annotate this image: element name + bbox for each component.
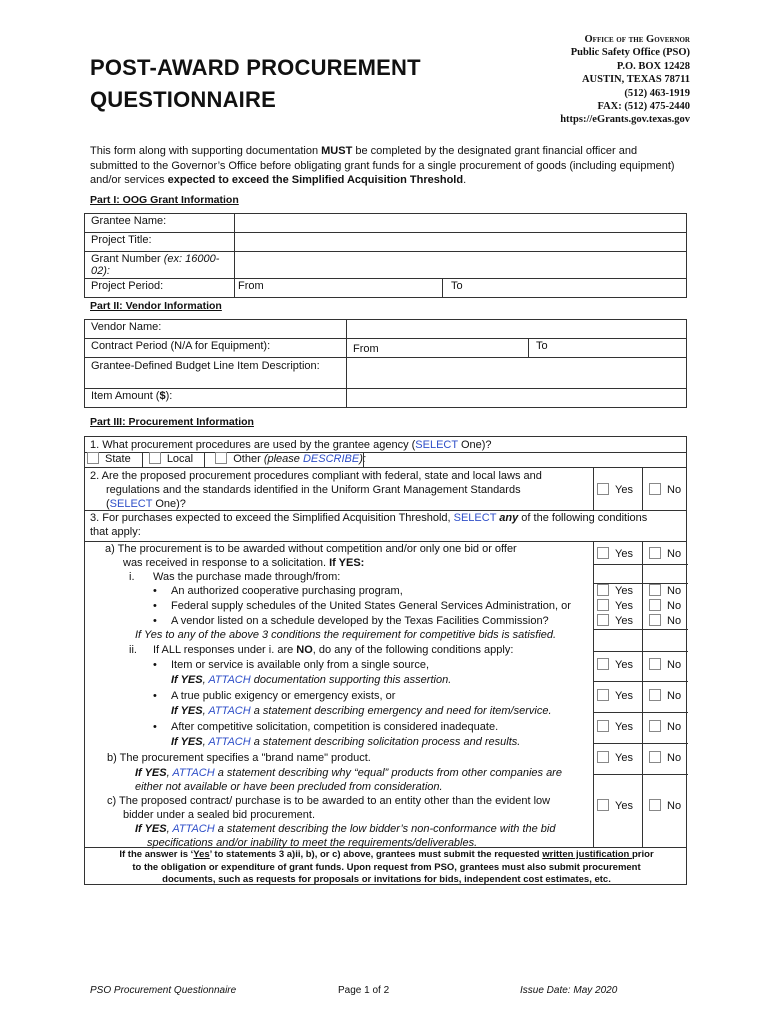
q3a-i-bullet3: • A vendor listed on a schedule developed by the Texas Facilities Commission? [153,615,549,627]
grantee-name-label: Grantee Name: [85,214,235,233]
bullet2-no-checkbox[interactable] [649,599,661,611]
local-checkbox[interactable] [149,452,161,464]
yes-label: Yes [615,659,633,671]
bullet1-text: An authorized cooperative purchasing program, [171,585,403,597]
no-label: No [667,585,682,597]
q3a-if-yes: If YES: [329,557,365,569]
yes-label: Yes [615,615,633,627]
office-pobox: P.O. BOX 12428 [616,60,690,72]
yes-label: Yes [615,752,633,764]
q1-text: 1. What procurement procedures are used by the grantee agency ( [90,439,416,451]
question-2 [90,469,542,511]
budget-line-field[interactable] [347,358,687,389]
c2-item: • A true public exigency or emergency exists, or [153,690,396,702]
bullet3-text: A vendor listed on a schedule developed by the Texas Facilities Commission? [171,615,549,627]
q3c-no-checkbox[interactable] [649,799,661,811]
intro-text-2: be completed by the designated grant financial officer and submitted to the Governor’s Office before obligating grant funds for a single procurement of goods (including equipment) and/or services [90,145,675,186]
q3c-yes-checkbox[interactable] [597,799,609,811]
q3-any: any [499,512,519,524]
c1-text: Item or service is available only from a single source, [171,659,429,671]
vendor-name-label: Vendor Name: [85,320,347,339]
bullet2-text: Federal supply schedules of the United States General Services Administration, or [171,600,571,612]
q3a-ii-text: If ALL responses under i. are [153,644,297,656]
state-label: State [105,453,131,465]
q3b-if-yes: If YES [135,767,167,779]
project-period-label: Project Period: [85,279,235,298]
q2-no-checkbox[interactable] [649,483,661,495]
no-label: No [667,600,682,612]
q3b-attach-text: a statement describing why “equal” products from other companies are [214,767,562,779]
other-label: Other [233,453,264,465]
q3a-i [129,570,340,584]
divider [593,743,688,744]
yes-label: Yes [615,585,633,597]
project-title-field[interactable] [235,233,687,252]
part1-table [84,213,687,298]
vendor-name-field[interactable] [347,320,687,339]
contract-period-from[interactable]: From [347,339,529,358]
q3b-comma: , [166,767,173,779]
form-title-line2: QUESTIONNAIRE [90,87,276,112]
grant-number-field[interactable] [235,252,687,279]
office-city: AUSTIN, TEXAS 78711 [581,74,690,86]
c2-text: A true public exigency or emergency exists, or [171,690,396,702]
bullet2-yes-checkbox[interactable] [597,599,609,611]
part2-table [84,319,687,408]
c1-yes-checkbox[interactable] [597,658,609,670]
q3a-i-bullet2: • Federal supply schedules of the United States General Services Administration, or [153,600,571,612]
c1-attach-text: documentation supporting this assertion. [250,674,452,686]
q3c-line1: c) The proposed contract/ purchase is to be awarded to an entity other than the evident low [107,795,551,807]
grantee-name-field[interactable] [235,214,687,233]
intro-threshold: expected to exceed the Simplified Acquisition Threshold [167,174,464,186]
q3a-ii [129,643,513,657]
q3b-attach-word: ATTACH [172,767,215,779]
divider [85,847,686,848]
q3a-ii-num: ii. [129,644,137,656]
note-line2: to the obligation or expenditure of grant funds. Upon request from PSO, grantees must also submit procurement [132,861,641,873]
no-label: No [667,752,682,764]
q3a-no-checkbox[interactable] [649,547,661,559]
contract-period-to[interactable]: To [529,339,687,358]
divider [142,452,143,467]
q3c-attach-word: ATTACH [172,823,215,835]
q3a-i-num: i. [129,571,135,583]
other-suffix: ): [359,453,366,465]
project-period-from[interactable]: From [235,279,443,298]
part3-box [84,436,687,885]
c2-yes-checkbox[interactable] [597,689,609,701]
q3c-comma: , [166,823,173,835]
divider [593,681,688,682]
part3-heading: Part III: Procurement Information [90,416,254,428]
q3b-attach [135,766,562,780]
q2-suffix: One)? [152,498,186,510]
q3b-text: b) The procurement specifies a "brand name" product. [107,752,371,764]
note-line3: documents, such as requests for proposals or invitations for bids, independent cost estimates, etc. [162,874,611,885]
grant-number-example: (ex: 16000-02): [91,253,220,277]
item-amount-label [85,389,347,408]
state-checkbox[interactable] [87,452,99,464]
justification-note [85,849,688,887]
q3c-attach [135,822,555,836]
no-label: No [667,615,682,627]
c3-no-checkbox[interactable] [649,720,661,732]
divider [593,651,688,652]
q3c-attach-line2: specifications and/or inability to meet the requirements/deliverables. [147,837,478,849]
yes-label: Yes [615,548,633,560]
local-label: Local [166,453,194,465]
question-3 [90,511,647,539]
q2-line2: regulations and the standards identified in the Uniform Grant Management Standards [106,484,521,496]
q2-line3 [90,497,542,511]
c2-if-yes: If YES [171,705,203,717]
contract-period-label: Contract Period (N/A for Equipment): [85,339,347,358]
note-text-1: If the answer is ‘ [119,849,194,860]
yes-label: Yes [615,800,633,812]
no-label: No [667,800,682,812]
note-text-2: ’ to statements 3 a)ii, b), or c) above, grantees must submit the requested [209,849,543,860]
yes-label: Yes [615,484,633,496]
office-address [560,33,690,127]
divider [593,629,688,630]
office-division: Public Safety Office (PSO) [570,47,690,59]
office-phone: (512) 463-1919 [624,87,690,99]
c3-text: After competitive solicitation, competition is considered inadequate. [171,721,499,733]
project-period-to[interactable]: To [443,279,687,298]
office-name: Office of the Governor [584,34,690,45]
q3a-ii-no: NO [296,644,313,656]
footer-form-name: PSO Procurement Questionnaire [90,985,237,996]
form-title-line1: POST-AWARD PROCUREMENT [90,55,421,80]
q3a-line2-text: was received in response to a solicitation. [123,557,330,569]
other-describe: DESCRIBE [302,453,360,465]
part1-heading: Part I: OOG Grant Information [90,194,239,206]
grant-number-label [85,252,235,279]
bullet3-yes-checkbox[interactable] [597,614,609,626]
c3-attach [171,735,520,749]
q3a-i-bullet1: • An authorized cooperative purchasing program, [153,585,403,597]
c1-if-yes: If YES [171,674,203,686]
no-label: No [667,484,682,496]
project-title-label: Project Title: [85,233,235,252]
q1-options [87,452,366,466]
intro-text-1: This form along with supporting documentation [90,145,322,157]
footer-page-number: Page 1 of 2 [338,985,390,996]
yes-label: Yes [615,721,633,733]
divider [593,564,688,565]
q1-select: SELECT [415,439,458,451]
office-fax: FAX: (512) 475-2440 [597,101,690,113]
c1-no-checkbox[interactable] [649,658,661,670]
q3b-attach-line2: either not available or have been precluded from consideration. [135,781,443,793]
note-line1 [85,849,688,862]
note-prior: prior [632,849,654,860]
q2-select: SELECT [109,498,153,510]
q3a-text [105,542,517,570]
q3a-i-note: If Yes to any of the above 3 conditions the requirement for competitive bids is satisfied. [135,629,557,641]
intro-must: MUST [321,145,353,157]
q3b-no-checkbox[interactable] [649,751,661,763]
q3c-if-yes: If YES [135,823,167,835]
q3-suffix: of the following conditions [518,512,648,524]
c3-attach-text: a statement describing solicitation process and results. [250,736,521,748]
c1-item: • Item or service is available only from a single source, [153,659,429,671]
divider [593,712,688,713]
part2-heading: Part II: Vendor Information [90,300,222,312]
budget-line-label: Grantee-Defined Budget Line Item Description: [85,358,347,389]
q3a-ii-suffix: , do any of the following conditions apply: [312,644,514,656]
yes-label: Yes [615,690,633,702]
q1-suffix: One)? [457,439,492,451]
q2-yes-checkbox[interactable] [597,483,609,495]
q2-line1: 2. Are the proposed procurement procedures compliant with federal, state and local laws and [90,470,542,482]
note-yes: Yes [193,849,210,860]
item-amount-field[interactable] [347,389,687,408]
question-1 [90,438,492,452]
divider [204,452,205,467]
q3-text: 3. For purchases expected to exceed the Simplified Acquisition Threshold, [90,512,454,524]
no-label: No [667,690,682,702]
other-checkbox[interactable] [215,452,227,464]
no-label: No [667,721,682,733]
q3a-yes-checkbox[interactable] [597,547,609,559]
item-amount-currency: $ [159,390,166,402]
no-label: No [667,548,682,560]
q3-line2: that apply: [90,526,141,538]
office-website[interactable]: https://eGrants.gov.texas.gov [560,114,690,126]
c2-attach [171,704,552,718]
c3-attach-word: ATTACH [208,736,251,748]
c2-comma: , [202,705,209,717]
q2-paren: ( [106,498,110,510]
footer-issue-date: Issue Date: May 2020 [520,985,618,996]
item-amount-text: Item Amount ( [91,390,160,402]
grant-number-text: Grant Number [91,253,164,265]
intro-period: . [463,174,467,186]
q3c-attach-text: a statement describing the low bidder’s non-conformance with the bid [214,823,556,835]
c2-attach-text: a statement describing emergency and need for item/service. [250,705,552,717]
divider [363,452,364,467]
c3-comma: , [202,736,209,748]
form-title [90,52,421,116]
c1-attach [171,673,451,687]
c1-attach-word: ATTACH [208,674,251,686]
bullet1-yes-checkbox[interactable] [597,584,609,596]
item-amount-suffix: ): [165,390,173,402]
divider [593,774,688,775]
bullet1-no-checkbox[interactable] [649,584,661,596]
c2-no-checkbox[interactable] [649,689,661,701]
c1-comma: , [202,674,209,686]
q3b-yes-checkbox[interactable] [597,751,609,763]
intro-paragraph [90,144,682,188]
q3a-line1: a) The procurement is to be awarded without competition and/or only one bid or offer [105,543,517,555]
c3-yes-checkbox[interactable] [597,720,609,732]
q3a-i-text: Was the purchase made through/from: [153,571,341,583]
q3a-line2 [105,556,517,570]
yes-label: Yes [615,600,633,612]
bullet3-no-checkbox[interactable] [649,614,661,626]
note-written-justification: written justification [542,849,632,860]
q3-select: SELECT [453,512,497,524]
c3-if-yes: If YES [171,736,203,748]
q3c-line2: bidder under a sealed bid procurement. [123,809,316,821]
c2-attach-word: ATTACH [208,705,251,717]
no-label: No [667,659,682,671]
c3-item: • After competitive solicitation, competition is considered inadequate. [153,721,499,733]
other-please: (please [263,453,303,465]
